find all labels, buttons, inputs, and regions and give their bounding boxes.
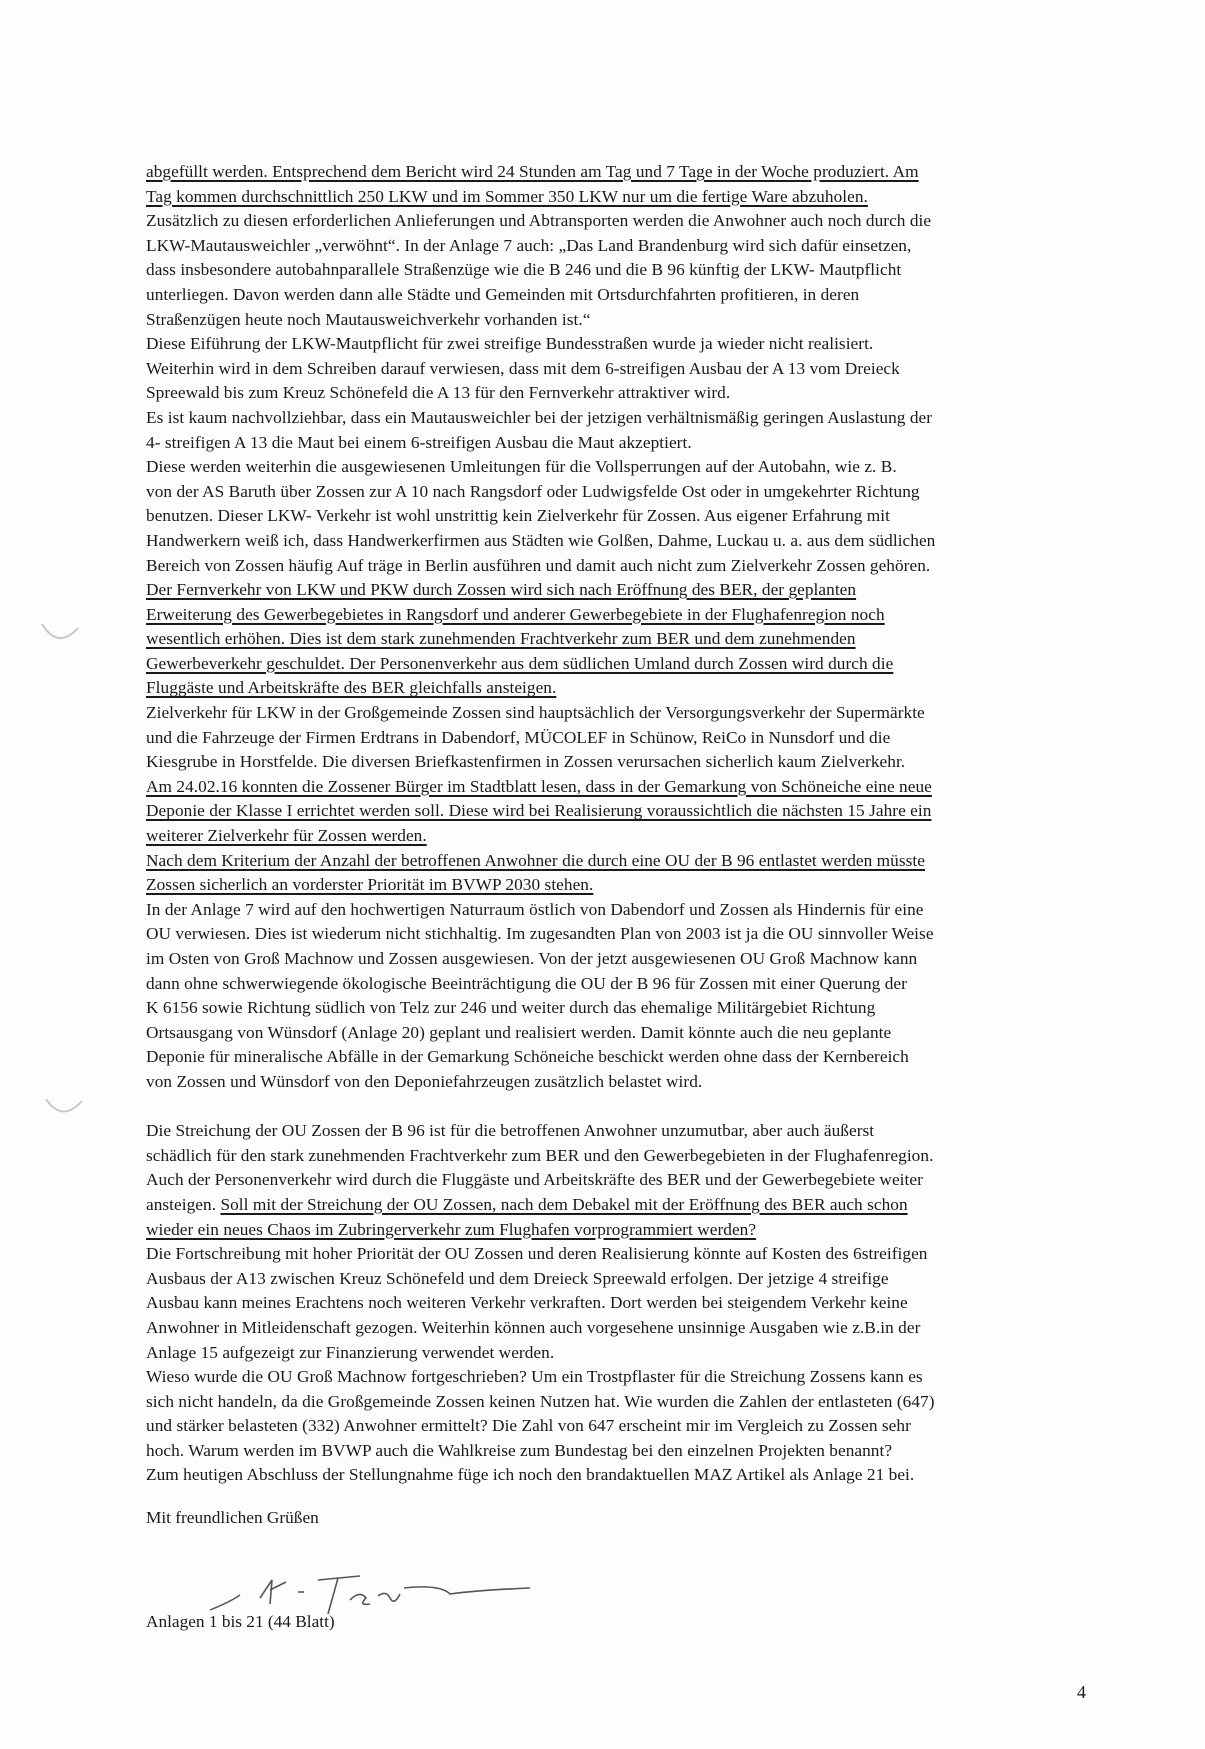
text-line: Anwohner in Mitleidenschaft gezogen. Weiterhin können auch vorgesehene unsinnige Ausgaben wie z.B.in der [146,1317,921,1337]
underlined-text: Der Fernverkehr von LKW und PKW durch Zossen wird sich nach Eröffnung des BER, der geplanten [146,580,857,600]
underlined-text: Tag kommen durchschnittlich 250 LKW und im Sommer 350 LKW nur um die fertige Ware abzuholen. [146,186,868,206]
text-line: Ortsausgang von Wünsdorf (Anlage 20) geplant und realisiert werden. Damit könnte auch die neu geplante [146,1022,892,1042]
text-line: Zusätzlich zu diesen erforderlichen Anlieferungen und Abtransporten werden die Anwohner auch noch durch die [146,211,932,231]
letter-body [146,160,1106,1488]
text-line [146,799,1106,824]
text-line: Bereich von Zossen häufig Auf träge in Berlin ausführen und damit auch nicht zum Zielverkehr Zossen gehören. [146,555,931,575]
text-line: unterliegen. Davon werden dann alle Städte und Gemeinden mit Ortsdurchfahrten profitieren, in deren [146,284,860,304]
text-line: Deponie für mineralische Abfälle in der Gemarkung Schöneiche beschickt werden ohne dass der Kernbereich [146,1047,909,1067]
text-line: dann ohne schwerwiegende ökologische Beeinträchtigung die OU der B 96 für Zossen mit einer Querung der [146,973,907,993]
text-line: Die Streichung der OU Zossen der B 96 ist für die betroffenen Anwohner unzumutbar, aber auch äußerst [146,1121,875,1141]
text-line [146,185,1106,210]
page-number: 4 [1077,1682,1086,1702]
text-line: Zielverkehr für LKW in der Großgemeinde Zossen sind hauptsächlich der Versorgungsverkehr der Supermärkte [146,703,925,723]
text-line: im Osten von Groß Machnow und Zossen ausgewiesen. Von der jetzt ausgewiesenen OU Groß Machnow kann [146,949,918,968]
closing-greeting: Mit freundlichen Grüßen [146,1508,319,1527]
text-line: und stärker belasteten (332) Anwohner ermittelt? Die Zahl von 647 erscheint mir im Vergleich zu Zossen sehr [146,1416,911,1436]
text-line: OU verwiesen. Dies ist wiederum nicht stichhaltig. Im zugesandten Plan von 2003 ist ja die OU sinnvoller Weise [146,924,934,944]
text-line: sich nicht handeln, da die Großgemeinde Zossen keinen Nutzen hat. Wie wurden die Zahlen der entlasteten (647) [146,1391,935,1411]
text-line [146,578,1106,603]
text-line: Kiesgrube in Horstfelde. Die diversen Briefkastenfirmen in Zossen verursachen sicherlich kaum Zielverkehr. [146,752,906,772]
text-line: Ausbau kann meines Erachtens noch weiteren Verkehr verkraften. Dort werden bei steigendem Verkehr keine [146,1293,908,1313]
text-line: K 6156 sowie Richtung südlich von Telz zur 246 und weiter durch das ehemalige Militärgebiet Richtung [146,998,876,1018]
text-line [146,824,1106,849]
enclosures-note: Anlagen 1 bis 21 (44 Blatt) [146,1612,335,1631]
text-line [146,603,1106,628]
plain-text: ansteigen. [146,1194,221,1214]
underlined-text: Deponie der Klasse I errichtet werden soll. Diese wird bei Realisierung voraussichtlich die nächsten 15 Jahre ein [146,801,932,821]
text-line: Wieso wurde die OU Groß Machnow fortgeschrieben? Um ein Trostpflaster für die Streichung Zossens kann es [146,1367,923,1387]
text-line: Die Fortschreibung mit hoher Priorität der OU Zossen und deren Realisierung könnte auf Kosten des 6streifigen [146,1244,928,1264]
punch-hole-mark [36,620,86,650]
text-line [146,849,1106,874]
underlined-text: Zossen sicherlich an vorderster Priorität im BVWP 2030 stehen. [146,875,594,895]
text-line: dass insbesondere autobahnparallele Straßenzüge wie die B 246 und die B 96 künftig der LKW- Mautpflicht [146,260,902,280]
text-line: und die Fahrzeuge der Firmen Erdtrans in Dabendorf, MÜCOLEF in Schünow, ReiCo in Nunsdorf und die [146,727,891,747]
text-line: In der Anlage 7 wird auf den hochwertigen Naturraum östlich von Dabendorf und Zossen als Hindernis für eine [146,899,924,919]
text-line: Spreewald bis zum Kreuz Schönefeld die A 13 für den Fernverkehr attraktiver wird. [146,383,731,403]
underlined-text: Fluggäste und Arbeitskräfte des BER gleichfalls ansteigen. [146,678,557,698]
underlined-text: Soll mit der Streichung der OU Zossen, nach dem Debakel mit der Eröffnung des BER auch schon [220,1194,908,1214]
text-line: Diese Eiführung der LKW-Mautpflicht für zwei streifige Bundesstraßen wurde ja wieder nicht realisiert. [146,334,874,354]
text-line: benutzen. Dieser LKW- Verkehr ist wohl unstrittig kein Zielverkehr für Zossen. Aus eigener Erfahrung mit [146,506,890,526]
punch-hole-mark [40,1095,90,1125]
underlined-text: wieder ein neues Chaos im Zubringerverkehr zum Flughafen vorprogrammiert werden? [146,1219,757,1239]
underlined-text: Nach dem Kriterium der Anzahl der betroffenen Anwohner die durch eine OU der B 96 entlastet werden müsste [146,850,925,870]
underlined-text: Am 24.02.16 konnten die Zossener Bürger im Stadtblatt lesen, dass in der Gemarkung von Schöneiche eine neue [146,776,932,796]
underlined-text: weiterer Zielverkehr für Zossen werden. [146,826,427,846]
text-line: von Zossen und Wünsdorf von den Deponiefahrzeugen zusätzlich belastet wird. [146,1071,703,1091]
text-line: Straßenzügen heute noch Mautausweichverkehr vorhanden ist.“ [146,309,591,329]
text-line [146,627,1106,652]
text-line [146,1193,1106,1218]
text-line [146,775,1106,800]
text-line [146,676,1106,701]
text-line: Anlage 15 aufgezeigt zur Finanzierung verwendet werden. [146,1342,555,1362]
text-line: Weiterhin wird in dem Schreiben darauf verwiesen, dass mit dem 6-streifigen Ausbau der A 13 vom Dreieck [146,358,900,378]
text-line [146,160,1106,185]
text-line: 4- streifigen A 13 die Maut bei einem 6-streifigen Ausbau die Maut akzeptiert. [146,432,692,452]
text-line: von der AS Baruth über Zossen zur A 10 nach Rangsdorf oder Ludwigsfelde Ost oder in umgekehrter Richtung [146,481,920,501]
text-line [146,652,1106,677]
text-line [146,1218,1106,1243]
underlined-text: abgefüllt werden. Entsprechend dem Bericht wird 24 Stunden am Tag und 7 Tage in der Woche produziert. Am [146,162,919,181]
text-line: hoch. Warum werden im BVWP auch die Wahlkreise zum Bundestag bei den einzelnen Projekten benannt? [146,1440,893,1460]
underlined-text: Erweiterung des Gewerbegebietes in Rangsdorf und anderer Gewerbegebiete in der Flughafenregion noch [146,604,885,624]
text-line: schädlich für den stark zunehmenden Frachtverkehr zum BER und den Gewerbegebieten in der Flughafenregion. [146,1145,934,1165]
text-line: Zum heutigen Abschluss der Stellungnahme füge ich noch den brandaktuellen MAZ Artikel als Anlage 21 bei. [146,1465,915,1485]
text-line: LKW-Mautausweichler „verwöhnt“. In der Anlage 7 auch: „Das Land Brandenburg wird sich dafür einsetzen, [146,235,912,255]
text-line [146,873,1106,898]
text-line: Ausbaus der A13 zwischen Kreuz Schönefeld und dem Dreieck Spreewald erfolgen. Der jetzige 4 streifige [146,1268,889,1288]
underlined-text: wesentlich erhöhen. Dies ist dem stark zunehmenden Frachtverkehr zum BER und dem zunehmenden [146,629,856,649]
text-line: Handwerkern weiß ich, dass Handwerkerfirmen aus Städten wie Golßen, Dahme, Luckau u. a. aus dem südlichen [146,530,936,550]
underlined-text: Gewerbeverkehr geschuldet. Der Personenverkehr aus dem südlichen Umland durch Zossen wird durch die [146,653,894,673]
text-line: Es ist kaum nachvollziehbar, dass ein Mautausweichler bei der jetzigen verhältnismäßig geringen Auslastung der [146,407,933,427]
text-line: Diese werden weiterhin die ausgewiesenen Umleitungen für die Vollsperrungen auf der Autobahn, wie z. B. [146,457,897,477]
text-line: Auch der Personenverkehr wird durch die Fluggäste und Arbeitskräfte des BER und der Gewerbegebiete weiter [146,1170,923,1190]
text-line [146,1095,1106,1120]
